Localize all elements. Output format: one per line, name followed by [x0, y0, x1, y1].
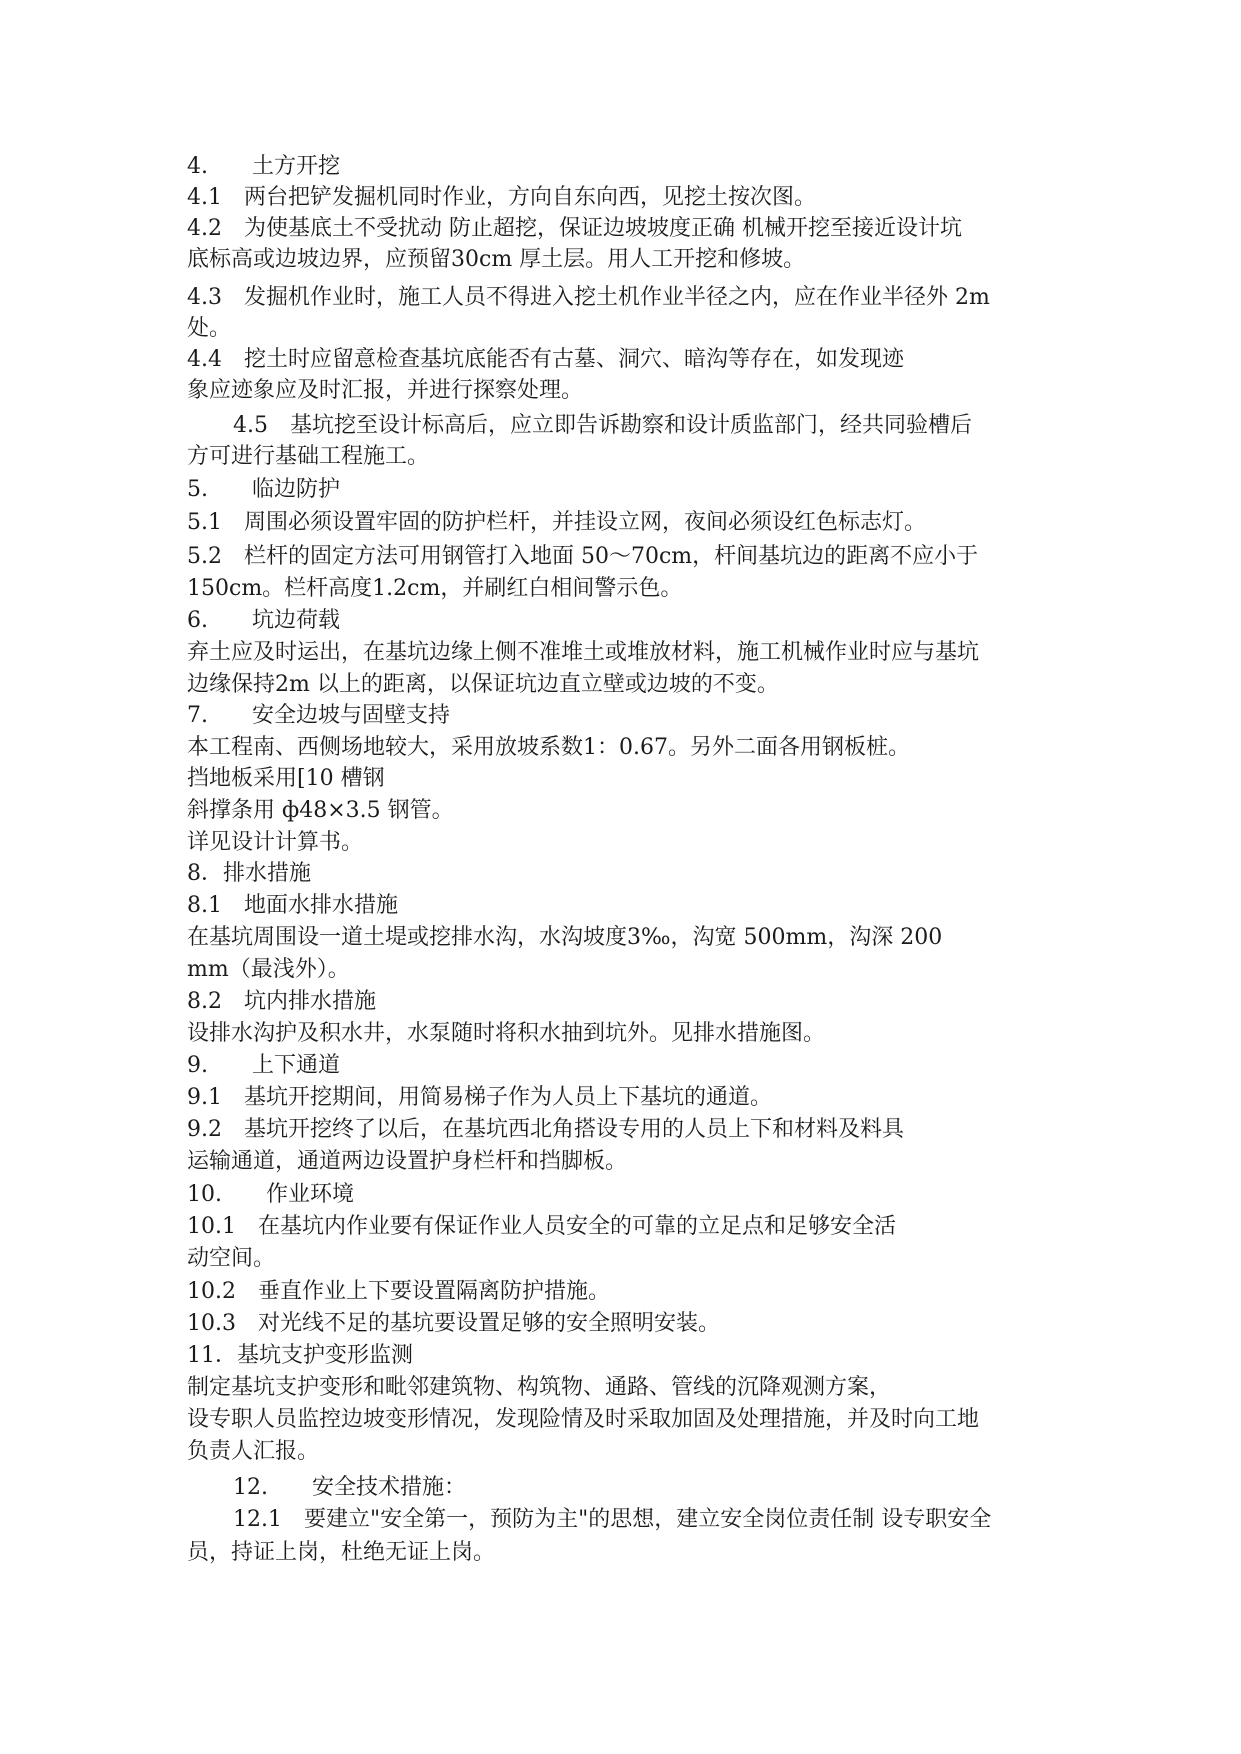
text-line: 8.2 坑内排水措施: [187, 989, 376, 1014]
text-line: 象应迹象应及时汇报，并进行探察处理。: [187, 378, 584, 403]
text-line: 10.1 在基坑内作业要有保证作业人员安全的可靠的立足点和足够安全活: [187, 1214, 896, 1239]
text-line: 4. 土方开挖: [187, 154, 340, 179]
text-line: 12.1 要建立"安全第一，预防为主"的思想，建立安全岗位责任制 设专职安全: [233, 1507, 992, 1532]
text-line: 8.1 地面水排水措施: [187, 893, 398, 918]
text-line: 10.2 垂直作业上下要设置隔离防护措施。: [187, 1279, 610, 1304]
text-line: 处。: [187, 316, 232, 341]
text-line: 4.1 两台把铲发掘机同时作业，方向自东向西，见挖土按次图。: [187, 185, 816, 210]
text-line: 动空间。: [187, 1246, 276, 1271]
text-line: 10.3 对光线不足的基坑要设置足够的安全照明安装。: [187, 1311, 720, 1336]
text-line: 员，持证上岗，杜绝无证上岗。: [187, 1540, 496, 1565]
text-line: 斜撑条用 ф48×3.5 钢管。: [187, 798, 454, 823]
text-line: 8．排水措施: [187, 861, 311, 886]
text-line: 设专职人员监控边坡变形情况，发现险情及时采取加固及处理措施，并及时向工地: [187, 1407, 980, 1432]
text-line: 4.3 发掘机作业时，施工人员不得进入挖土机作业半径之内，应在作业半径外 2m: [187, 285, 990, 310]
text-line: 10. 作业环境: [187, 1182, 354, 1207]
text-line: 5.2 栏杆的固定方法可用钢管打入地面 50～70cm，杆间基坑边的距离不应小于: [187, 544, 979, 569]
text-line: 设排水沟护及积水井，水泵随时将积水抽到坑外。见排水措施图。: [187, 1021, 826, 1046]
text-line: 详见设计计算书。: [187, 830, 364, 855]
text-line: 7. 安全边坡与固壁支持: [187, 703, 450, 728]
text-line: 弃土应及时运出，在基坑边缘上侧不准堆土或堆放材料，施工机械作业时应与基坑: [187, 640, 980, 665]
text-line: 6. 坑边荷载: [187, 608, 340, 633]
text-line: 制定基坑支护变形和毗邻建筑物、构筑物、通路、管线的沉降观测方案，: [187, 1375, 892, 1400]
text-line: mm（最浅外）。: [187, 957, 350, 982]
text-line: 4.2 为使基底土不受扰动 防止超挖，保证边坡坡度正确 机械开挖至接近设计坑: [187, 216, 962, 241]
text-line: 本工程南、西侧场地较大，采用放坡系数1：0.67。另外二面各用钢板桩。: [187, 735, 910, 760]
text-line: 底标高或边坡边界，应预留30cm 厚土层。用人工开挖和修坡。: [187, 247, 806, 272]
text-line: 边缘保持2m 以上的距离，以保证坑边直立壁或边坡的不变。: [187, 672, 779, 697]
text-line: 5. 临边防护: [187, 477, 340, 502]
text-line: 12. 安全技术措施：: [233, 1475, 466, 1500]
text-line: 负责人汇报。: [187, 1439, 320, 1464]
text-line: 挡地板采用[10 槽钢: [187, 766, 385, 791]
text-line: 5.1 周围必须设置牢固的防护栏杆，并挂设立网，夜间必须设红色标志灯。: [187, 510, 926, 535]
text-line: 9. 上下通道: [187, 1053, 340, 1078]
text-line: 150cm。栏杆高度1.2cm，并刷红白相间警示色。: [187, 576, 683, 601]
text-line: 运输通道，通道两边设置护身栏杆和挡脚板。: [187, 1149, 628, 1174]
text-line: 9.2 基坑开挖终了以后，在基坑西北角搭设专用的人员上下和材料及料具: [187, 1117, 904, 1142]
text-line: 在基坑周围设一道土堤或挖排水沟，水沟坡度3‰，沟宽 500mm，沟深 200: [187, 925, 943, 950]
text-line: 4.4 挖土时应留意检查基坑底能否有古墓、洞穴、暗沟等存在，如发现迹: [187, 347, 904, 372]
text-line: 4.5 基坑挖至设计标高后，应立即告诉勘察和设计质监部门，经共同验槽后: [233, 413, 972, 438]
text-line: 方可进行基础工程施工。: [187, 444, 430, 469]
text-line: 11．基坑支护变形监测: [187, 1343, 413, 1368]
text-line: 9.1 基坑开挖期间，用简易梯子作为人员上下基坑的通道。: [187, 1085, 772, 1110]
